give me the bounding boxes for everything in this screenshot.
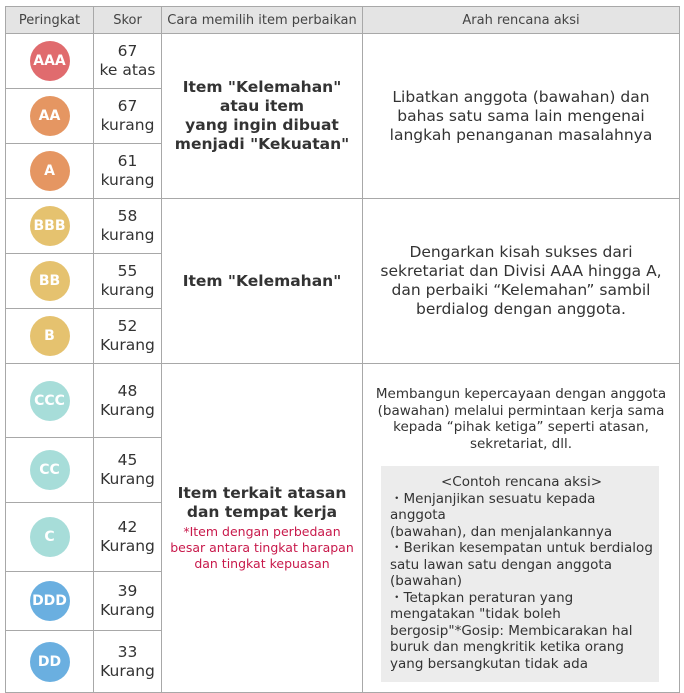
rank-cell (6, 199, 94, 254)
method-line: menjadi "Kekuatan" (174, 135, 350, 153)
plan-cell (363, 199, 680, 364)
plan-line: sekretariat dan Divisi AAA hingga A, (380, 262, 662, 280)
rank-cell (6, 309, 94, 364)
plan-line: (bawahan) melalui permintaan kerja sama (377, 402, 665, 419)
method-note (162, 524, 362, 572)
plan-line: bahas satu sama lain mengenai (397, 106, 645, 125)
rank-cell (6, 364, 94, 438)
score-cell (94, 438, 162, 503)
example-line: satu lawan satu dengan anggota (390, 556, 612, 573)
example-box (381, 466, 659, 682)
score-cell (94, 254, 162, 309)
score-cell (94, 34, 162, 89)
rank-badge: B (30, 316, 70, 356)
score-value: 52 (117, 317, 138, 335)
score-cell (94, 89, 162, 144)
plan-line: Membangun kepercayaan dengan anggota (375, 386, 667, 402)
score-cell (94, 309, 162, 364)
rank-cell (6, 144, 94, 199)
score-qualifier: Kurang (100, 601, 155, 620)
header-score: Skor (94, 7, 162, 34)
example-line: ・Menjanjikan sesuatu kepada anggota (390, 490, 596, 523)
plan-line: Libatkan anggota (bawahan) dan (392, 87, 650, 106)
method-cell (162, 34, 363, 199)
header-plan: Arah rencana aksi (363, 7, 680, 34)
rank-badge: A (30, 151, 70, 191)
method-line: yang ingin dibuat (185, 116, 339, 134)
score-cell (94, 572, 162, 631)
rank-cell (6, 89, 94, 144)
method-cell (162, 364, 363, 693)
method-cell (162, 199, 363, 364)
header-method: Cara memilih item perbaikan (162, 7, 363, 34)
score-cell (94, 364, 162, 438)
rank-cell (6, 631, 94, 693)
score-qualifier: ke atas (99, 61, 156, 79)
plan-line: Dengarkan kisah sukses dari (409, 243, 633, 261)
score-value: 39 (117, 582, 138, 601)
plan-cell (363, 364, 680, 693)
plan-intro (363, 364, 679, 452)
plan-line: langkah penanganan masalahnya (389, 125, 653, 144)
score-cell (94, 631, 162, 693)
method-line: dan tempat kerja (186, 503, 338, 521)
score-value: 67 (117, 42, 138, 60)
rank-badge: C (30, 517, 70, 557)
method-line: Item "Kelemahan" (182, 78, 342, 96)
example-line: yang bersangkutan tidak ada (390, 655, 589, 672)
rank-cell (6, 438, 94, 503)
score-cell (94, 503, 162, 572)
score-value: 48 (117, 381, 138, 400)
plan-line: kepada “pihak ketiga” seperti atasan, (393, 419, 649, 435)
example-line: ・Tetapkan peraturan yang (390, 589, 574, 606)
note-line: *Item dengan perbedaan (183, 524, 341, 539)
score-qualifier: kurang (100, 171, 155, 189)
score-qualifier: kurang (100, 226, 155, 244)
score-value: 45 (117, 451, 138, 470)
plan-line: berdialog dengan anggota. (416, 300, 626, 318)
rank-badge: CCC (30, 381, 70, 421)
example-title: <Contoh rencana aksi> (440, 474, 603, 490)
score-qualifier: Kurang (100, 661, 155, 680)
plan-line: dan perbaiki “Kelemahan” sambil (391, 281, 651, 299)
rank-cell (6, 34, 94, 89)
score-value: 67 (117, 97, 138, 115)
score-cell (94, 144, 162, 199)
plan-cell (363, 34, 680, 199)
rank-badge: BB (30, 261, 70, 301)
rank-badge: DD (30, 642, 70, 682)
example-line: ・Berikan kesempatan untuk berdialog (390, 540, 653, 556)
score-qualifier: Kurang (100, 400, 155, 419)
rank-badge: AAA (30, 41, 70, 81)
method-line: Item "Kelemahan" (182, 271, 342, 290)
score-qualifier: kurang (100, 281, 155, 299)
example-line: bergosip"*Gosip: Membicarakan hal (390, 622, 633, 639)
score-value: 61 (117, 152, 138, 170)
note-line: besar antara tingkat harapan (170, 540, 354, 555)
table-row (6, 364, 680, 438)
example-line: (bawahan) (390, 573, 463, 589)
table-row (6, 199, 680, 254)
score-value: 42 (117, 518, 138, 537)
score-qualifier: Kurang (100, 336, 155, 354)
method-line: Item terkait atasan (177, 484, 347, 502)
rank-badge: AA (30, 96, 70, 136)
rating-table (5, 6, 680, 693)
example-line: buruk dan mengkritik ketika orang (390, 639, 624, 655)
score-value: 58 (117, 207, 138, 225)
rating-table-container (5, 6, 680, 693)
plan-line: sekretariat, dll. (469, 435, 573, 452)
rank-cell (6, 254, 94, 309)
rank-badge: BBB (30, 206, 70, 246)
score-qualifier: Kurang (100, 537, 155, 556)
example-line: (bawahan), dan menjalankannya (390, 523, 613, 540)
rank-cell (6, 572, 94, 631)
example-line: mengatakan "tidak boleh (390, 606, 561, 622)
note-line: dan tingkat kepuasan (194, 556, 330, 571)
header-rank: Peringkat (6, 7, 94, 34)
score-value: 33 (117, 642, 138, 661)
table-row (6, 34, 680, 89)
score-cell (94, 199, 162, 254)
rank-badge: DDD (30, 581, 70, 621)
rank-cell (6, 503, 94, 572)
score-value: 55 (117, 262, 138, 280)
score-qualifier: Kurang (100, 470, 155, 489)
score-qualifier: kurang (100, 116, 155, 134)
rank-badge: CC (30, 450, 70, 490)
method-line: atau item (219, 97, 305, 115)
header-row (6, 7, 680, 34)
